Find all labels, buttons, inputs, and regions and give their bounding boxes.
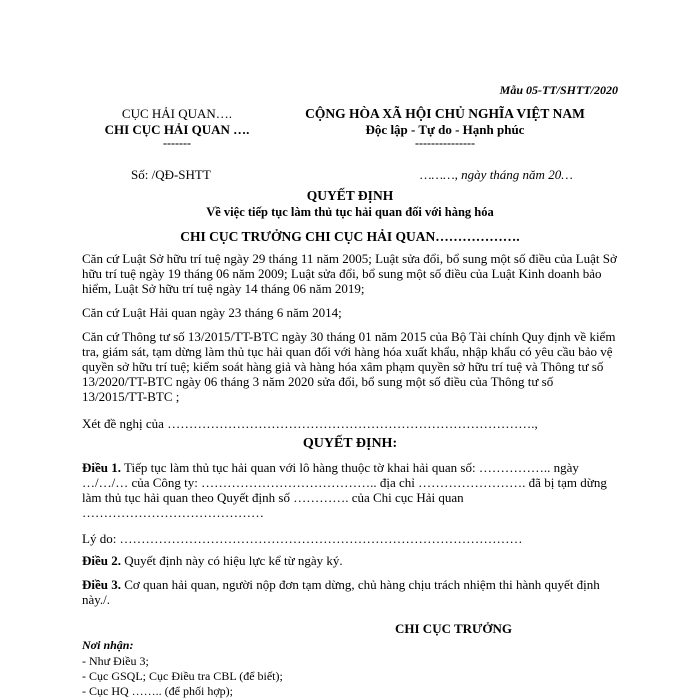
article-2-text: Quyết định này có hiệu lực kể từ ngày ký. [121,553,343,568]
document-date: ………, ngày tháng năm 20… [420,167,573,182]
decision-heading: QUYẾT ĐỊNH: [302,436,398,451]
proposal-line: Xét đề nghị của …………………………………………………………………………., [82,416,538,431]
recipients-heading: Nơi nhận: [82,638,134,652]
document-subject: Về việc tiếp tục làm thủ tục hải quan đối với hàng hóa [206,205,494,219]
article-3 [82,577,618,607]
recipient-item: - Cục HQ …….. (để phối hợp); [82,684,233,698]
recipient-item: - Cục GSQL; Cục Điều tra CBL (để biết); [82,669,283,683]
article-3-label: Điều 3. [82,577,121,592]
reason-line: Lý do: ………………………………………………………………………………… [82,531,523,546]
document-type: QUYẾT ĐỊNH [306,188,394,203]
article-1-label: Điều 1. [82,460,121,475]
form-code: Mẫu 05-TT/SHTT/2020 [499,83,618,97]
legal-basis-2: Căn cứ Luật Hải quan ngày 23 tháng 6 năm 2014; [82,305,342,320]
article-1-text: Tiếp tục làm thủ tục hải quan với lô hàng thuộc tờ khai hải quan số: …………….. ngày …/…/… của Công ty: ………………………………….. địa chỉ ……………………. đã bị tạm dừng làm thủ tục hải quan theo Quyết định số …………. của Chi cục Hải quan …………………………………… [82,460,607,520]
issuer-title: CHI CỤC TRƯỞNG CHI CỤC HẢI QUAN………………. [180,229,520,244]
header-left-underline: ------- [163,136,191,150]
article-2 [82,553,618,568]
motto-line: Độc lập - Tự do - Hạnh phúc [365,122,525,137]
legal-basis-1: Căn cứ Luật Sở hữu trí tuệ ngày 29 tháng 11 năm 2005; Luật sửa đổi, bổ sung một số điều của Luật Sở hữu trí tuệ ngày 19 tháng 06 năm 2009; Luật sửa đổi, bổ sung một số điều của Luật Kinh doanh bảo hiểm, Luật Sở hữu trí tuệ ngày 14 tháng 06 năm 2019; [82,251,617,296]
article-1 [82,460,618,520]
sub-agency-line: CHI CỤC HẢI QUAN …. [104,122,250,137]
recipient-item: - Như Điều 3; [82,654,149,668]
article-3-text: Cơ quan hải quan, người nộp đơn tạm dừng, chủ hàng chịu trách nhiệm thi hành quyết định này./. [82,577,600,607]
agency-line: CỤC HẢI QUAN…. [121,106,233,121]
nation-line: CỘNG HÒA XÃ HỘI CHỦ NGHĨA VIỆT NAM [305,106,585,121]
signer-title: CHI CỤC TRƯỞNG [395,621,513,636]
article-2-label: Điều 2. [82,553,121,568]
legal-basis-3: Căn cứ Thông tư số 13/2015/TT-BTC ngày 30 tháng 01 năm 2015 của Bộ Tài chính Quy định về kiểm tra, giám sát, tạm dừng làm thủ tục hải quan đối với hàng hóa xuất khẩu, nhập khẩu có yêu cầu bảo vệ quyền sở hữu trí tuệ; kiểm soát hàng giả và hàng hóa xâm phạm quyền sở hữu trí tuệ và Thông tư số 13/2020/TT-BTC ngày 06 tháng 3 năm 2020 sửa đổi, bổ sung một số điều của Thông tư số 13/2015/TT-BTC ; [82,329,616,404]
header-right-underline: --------------- [415,136,475,150]
document-number: Số: /QĐ-SHTT [131,167,211,182]
